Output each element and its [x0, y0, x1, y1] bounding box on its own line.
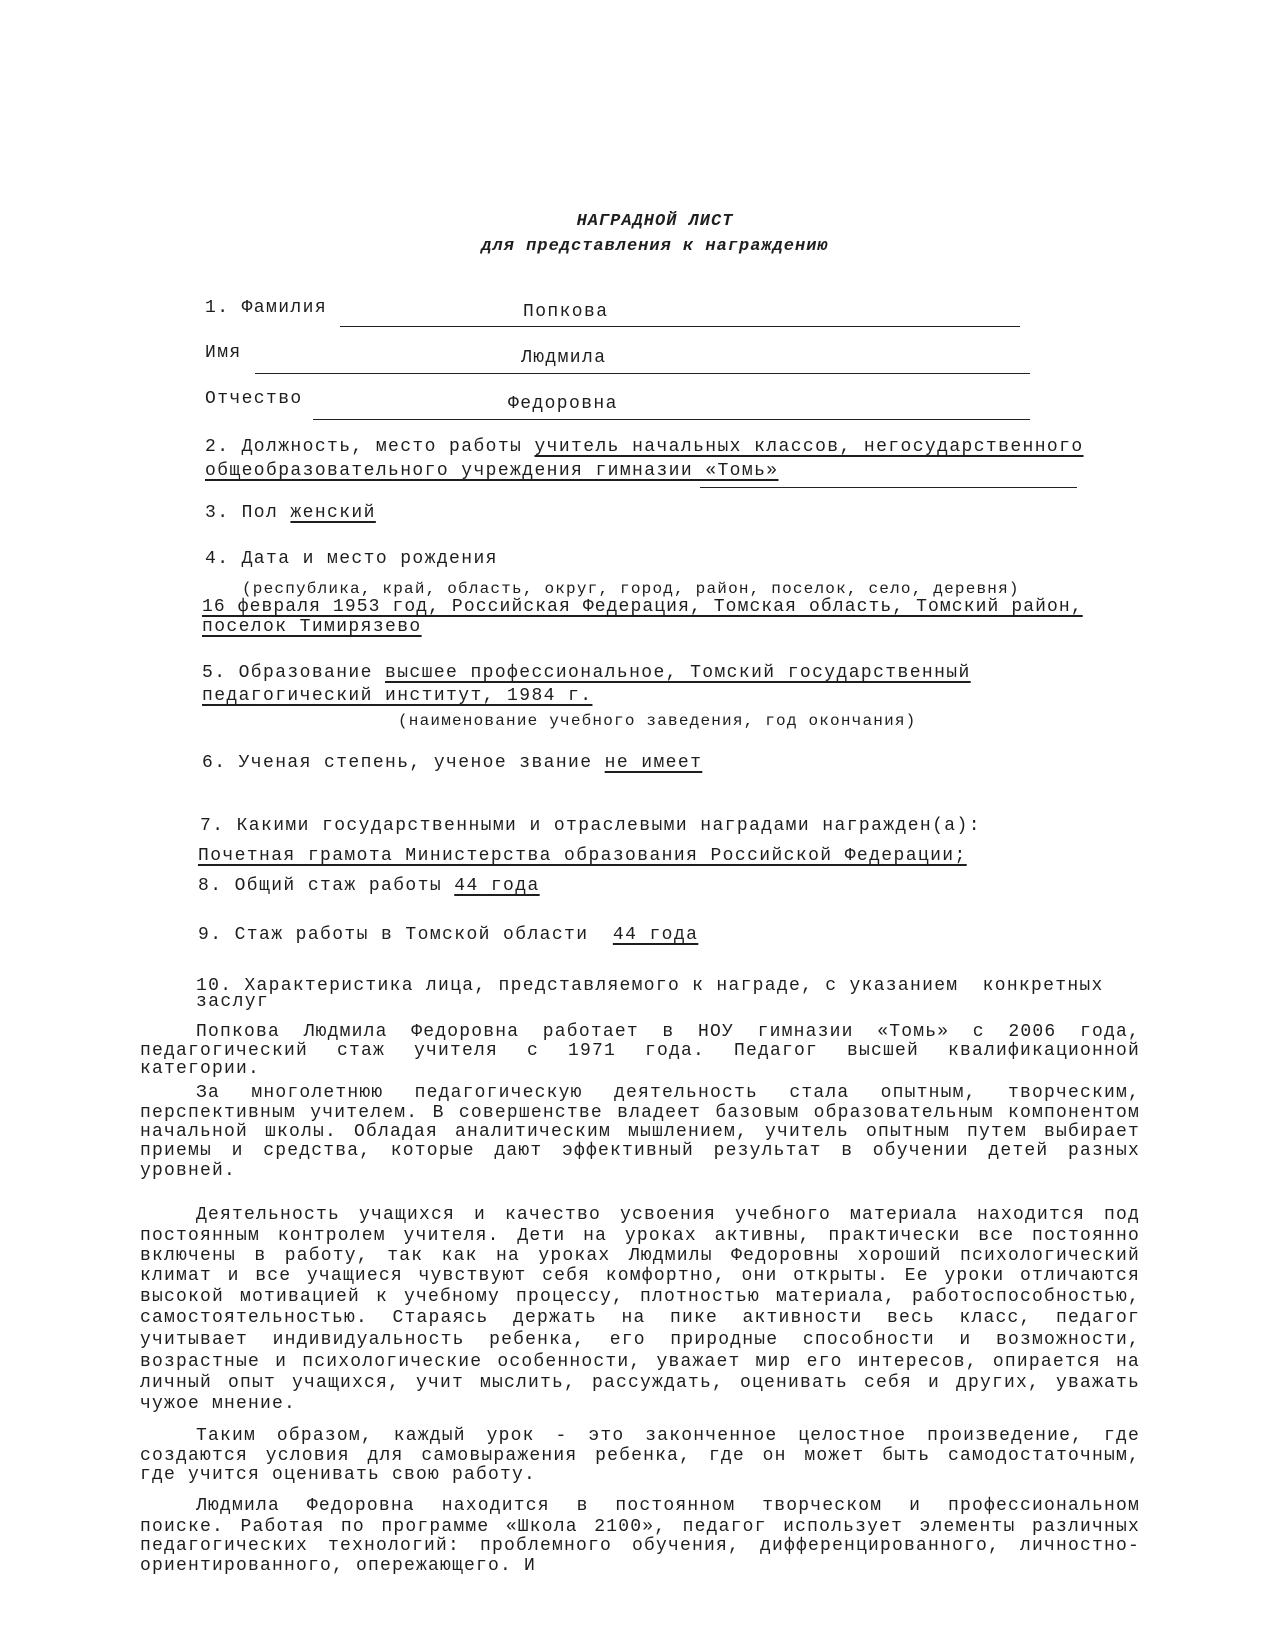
- body-text-line: Попкова Людмила Федоровна работает в НОУ гимназии «Томь» с 2006 года,: [196, 1022, 1140, 1042]
- education-row: [202, 663, 971, 683]
- characteristic-label-cont: заслуг: [196, 992, 270, 1012]
- degree-row: [202, 753, 702, 773]
- sex-label: 3. Пол: [205, 503, 291, 523]
- birth-value: 16 февраля 1953 год, Российская Федерация, Томская область, Томский район,: [202, 597, 1083, 617]
- birth-label: 4. Дата и место рождения: [205, 549, 498, 569]
- body-text-line: включены в работу, так как на уроках Людмилы Федоровны хороший психологический: [140, 1246, 1140, 1266]
- patronymic-label: Отчество: [205, 389, 303, 409]
- body-text-line: постоянным контролем учителя. Дети на уроках активны, практически все постоянно: [140, 1226, 1140, 1246]
- education-value-cont: педагогический институт, 1984 г.: [202, 686, 593, 706]
- region-experience-value: 44 года: [612, 925, 699, 945]
- total-experience-value: 44 года: [454, 876, 540, 896]
- body-text-line: поиске. Работая по программе «Школа 2100», педагог использует элементы различных: [140, 1517, 1140, 1537]
- body-text-line: уровней.: [140, 1161, 237, 1181]
- patronymic-line: [313, 419, 1030, 420]
- body-text-line: где учится оценивать свою работу.: [140, 1465, 537, 1485]
- education-label: 5. Образование: [202, 663, 386, 683]
- education-hint: (наименование учебного заведения, год окончания): [398, 712, 917, 730]
- body-text-line: создаются условия для самовыражения ребенка, где он может быть самодостаточным,: [140, 1446, 1140, 1466]
- body-text-line: Таким образом, каждый урок - это законченное целостное произведение, где: [196, 1426, 1140, 1446]
- total-experience-row: [198, 876, 540, 896]
- body-text-line: возрастные и психологические особенности, уважает мир его интересов, опирается на: [140, 1352, 1140, 1372]
- position-value: учитель начальных классов, негосударственного: [534, 437, 1084, 457]
- body-text-line: климат и все учащиеся чувствуют себя комфортно, они открыты. Ее уроки отличаются: [140, 1266, 1140, 1286]
- body-text-line: высокой мотивацией к учебному процессу, плотностью материала, работоспособностью,: [140, 1287, 1140, 1307]
- body-text-line: Людмила Федоровна находится в постоянном творческом и профессиональном: [196, 1496, 1140, 1516]
- awards-label: 7. Какими государственными и отраслевыми наградами награжден(а):: [200, 816, 981, 836]
- body-text-line: учитывает индивидуальность ребенка, его природные способности и возможности,: [140, 1330, 1140, 1350]
- patronymic-value: Федоровна: [508, 394, 618, 414]
- body-text-line: чужое мнение.: [140, 1394, 297, 1414]
- position-label: 2. Должность, место работы: [205, 437, 535, 457]
- body-text-line: Деятельность учащихся и качество усвоения учебного материала находится под: [196, 1205, 1140, 1225]
- region-experience-label: 9. Стаж работы в Томской области: [198, 925, 613, 945]
- birth-value-cont: поселок Тимирязево: [202, 617, 422, 637]
- body-text-line: самостоятельностью. Стараясь держать на пике активности весь класс, педагог: [140, 1308, 1140, 1328]
- awards-value: Почетная грамота Министерства образования Российской Федерации;: [198, 846, 967, 866]
- body-text-line: приемы и средства, которые дают эффективный результат в обучении детей разных: [140, 1141, 1140, 1161]
- document-subtitle: для представления к награждению: [481, 237, 829, 256]
- body-text-line: педагогических технологий: проблемного обучения, дифференцированного, личностно-: [140, 1536, 1140, 1556]
- position-value-cont: общеобразовательного учреждения гимназии «Томь»: [205, 461, 779, 481]
- birth-hint: (республика, край, область, округ, город, район, поселок, село, деревня): [242, 580, 1020, 598]
- name-label: Имя: [205, 343, 242, 363]
- body-text-line: личный опыт учащихся, учит мыслить, рассуждать, оценивать себя и других, уважать: [140, 1373, 1140, 1393]
- position-line: [700, 487, 1077, 488]
- body-text-line: педагогический стаж учителя с 1971 года. Педагог высшей квалификационной: [140, 1041, 1140, 1061]
- surname-line: [340, 326, 1020, 327]
- document-title: НАГРАДНОЙ ЛИСТ: [576, 212, 734, 231]
- degree-label: 6. Ученая степень, ученое звание: [202, 753, 605, 773]
- body-text-line: За многолетнюю педагогическую деятельность стала опытным, творческим,: [196, 1083, 1140, 1103]
- sex-row: [205, 503, 376, 523]
- degree-value: не имеет: [604, 753, 703, 773]
- characteristic-label: 10. Характеристика лица, представляемого к награде, с указанием конкретных: [196, 976, 1104, 996]
- sex-value: женский: [290, 503, 376, 523]
- body-text-line: категории.: [140, 1059, 261, 1079]
- name-line: [255, 373, 1030, 374]
- total-experience-label: 8. Общий стаж работы: [198, 876, 455, 896]
- education-value: высшее профессиональное, Томский государственный: [385, 663, 971, 683]
- body-text-line: начальной школы. Обладая аналитическим мышлением, учитель опытным путем выбирает: [140, 1122, 1140, 1142]
- position-row: [205, 437, 1084, 457]
- body-text-line: перспективным учителем. В совершенстве владеет базовым образовательным компонентом: [140, 1103, 1140, 1123]
- surname-label: 1. Фамилия: [205, 298, 328, 318]
- name-value: Людмила: [521, 348, 607, 368]
- region-experience-row: [198, 925, 698, 945]
- body-text-line: ориентированного, опережающего. И: [140, 1556, 537, 1576]
- surname-value: Попкова: [523, 302, 609, 322]
